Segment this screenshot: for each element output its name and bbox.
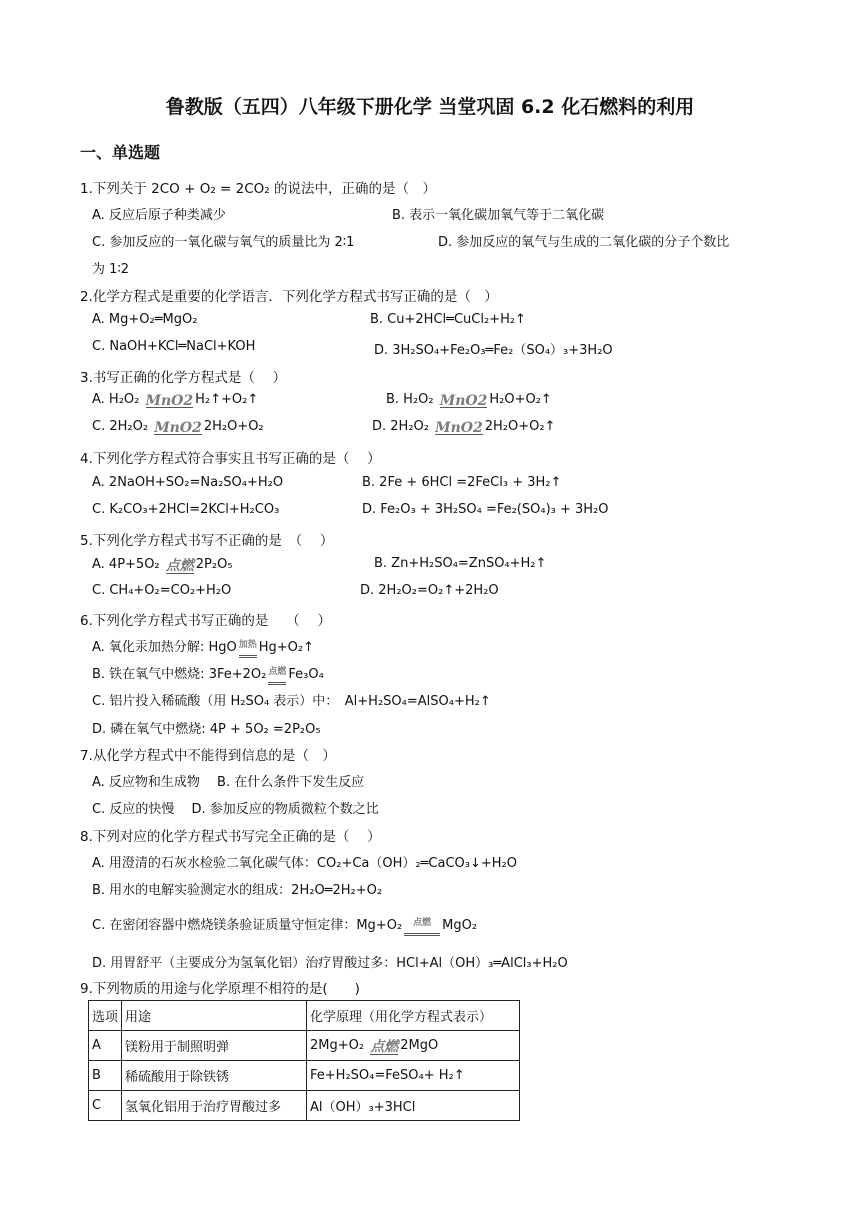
q5-option-b[interactable]: B. Zn+H₂SO₄=ZnSO₄+H₂↑ [374,556,547,571]
ignite-condition-label: 点燃 [165,558,194,574]
q8-c-product: MgO₂ [442,918,478,933]
q1-option-c[interactable]: C. 参加反应的一氧化碳与氧气的质量比为 2∶1 [92,235,355,250]
q3-c-product: 2H₂O+O₂ [203,419,264,434]
header-use: 用途 [122,1001,307,1031]
question-5-stem: 5.下列化学方程式书写不正确的是 （ ） [80,533,334,549]
q3-a-reactant: A. H₂O₂ [92,392,144,407]
q6-option-b[interactable] [92,663,324,684]
q8-option-d[interactable]: D. 用胃舒平（主要成分为氢氧化铝）治疗胃酸过多：HCl+Al（OH）₃═AlCl₃+H₂O [92,956,568,971]
row-use: 稀硫酸用于除铁锈 [122,1061,307,1091]
q8-c-reactant: C. 在密闭容器中燃烧镁条验证质量守恒定律：Mg+O₂ [92,918,403,933]
q3-d-product: 2H₂O+O₂↑ [484,419,556,434]
q7-options-c-d[interactable]: C. 反应的快慢 D. 参加反应的物质微粒个数之比 [92,802,379,817]
table-header-row [89,1001,520,1031]
q4-option-b[interactable]: B. 2Fe + 6HCl =2FeCl₃ + 3H₂↑ [362,475,562,490]
row-option: A [89,1031,122,1061]
q3-c-reactant: C. 2H₂O₂ [92,419,153,434]
row-principle: 2Mg+O₂ 点燃 2MgO [307,1031,520,1061]
q3-b-product: H₂O+O₂↑ [489,392,552,407]
mno2-catalyst-label: MnO2 [145,393,194,409]
q5-option-d[interactable]: D. 2H₂O₂=O₂↑+2H₂O [360,583,499,598]
q2-option-c[interactable]: C. NaOH+KCl═NaCl+KOH [92,339,256,354]
section-heading: 一、单选题 [80,143,161,162]
q2-option-a[interactable]: A. Mg+O₂═MgO₂ [92,312,198,327]
row-option: B [89,1061,122,1091]
q1-option-a[interactable]: A. 反应后原子种类减少 [92,208,226,223]
q8-option-c[interactable] [92,914,477,935]
q3-option-d[interactable] [372,419,555,436]
q6-option-a[interactable] [92,636,314,657]
ignite-condition-label: 点燃 [268,669,286,684]
q3-option-c[interactable] [92,419,264,436]
question-9-stem: 9.下列物质的用途与化学原理不相符的是( ) [80,981,360,997]
row-use: 镁粉用于制照明弹 [122,1031,307,1061]
question-8-stem: 8.下列对应的化学方程式书写完全正确的是（ ） [80,829,381,845]
q8-option-b[interactable]: B. 用水的电解实验测定水的组成：2H₂O═2H₂+O₂ [92,883,383,898]
q1-option-d[interactable]: D. 参加反应的氧气与生成的二氧化碳的分子个数比 [438,235,730,250]
q7-options-a-b[interactable]: A. 反应物和生成物 B. 在什么条件下发生反应 [92,775,365,790]
q3-option-b[interactable] [386,392,552,409]
question-2-stem: 2.化学方程式是重要的化学语言．下列化学方程式书写正确的是（ ） [80,289,498,305]
q4-option-c[interactable]: C. K₂CO₃+2HCl=2KCl+H₂CO₃ [92,502,280,517]
question-7-stem: 7.从化学方程式中不能得到信息的是（ ） [80,748,336,764]
q3-b-reactant: B. H₂O₂ [386,392,438,407]
q5-option-c[interactable]: C. CH₄+O₂=CO₂+H₂O [92,583,232,598]
question-6-stem: 6.下列化学方程式书写正确的是 （ ） [80,613,331,629]
row-option: C [89,1091,122,1121]
table-row [89,1061,520,1091]
table-row [89,1031,520,1061]
page-title: 鲁教版（五四）八年级下册化学 当堂巩固 6.2 化石燃料的利用 [165,96,695,118]
q6-option-d[interactable]: D. 磷在氧气中燃烧: 4P + 5O₂ =2P₂O₅ [92,722,321,737]
q4-option-d[interactable]: D. Fe₂O₃ + 3H₂SO₄ =Fe₂(SO₄)₃ + 3H₂O [362,502,609,517]
q6-a-reactant: A. 氧化汞加热分解: HgO [92,640,237,655]
q3-option-a[interactable] [92,392,258,409]
question-3-stem: 3.书写正确的化学方程式是（ ） [80,370,287,386]
q4-option-a[interactable]: A. 2NaOH+SO₂=Na₂SO₄+H₂O [92,475,284,490]
mno2-catalyst-label: MnO2 [439,393,488,409]
q2-option-b[interactable]: B. Cu+2HCl═CuCl₂+H₂↑ [370,312,526,327]
q3-d-reactant: D. 2H₂O₂ [372,419,434,434]
row-use: 氢氧化铝用于治疗胃酸过多 [122,1091,307,1121]
question-1-stem: 1.下列关于 2CO + O₂ = 2CO₂ 的说法中，正确的是（ ） [80,181,436,197]
q6-option-c[interactable]: C. 铝片投入稀硫酸（用 H₂SO₄ 表示）中： Al+H₂SO₄=AlSO₄+H₂↑ [92,694,491,709]
table-row [89,1091,520,1121]
q6-b-product: Fe₃O₄ [288,667,324,682]
header-principle: 化学原理（用化学方程式表示） [307,1001,520,1031]
q5-a-reactant: A. 4P+5O₂ [92,557,164,572]
ignite-condition-label: 点燃 [404,920,440,935]
q5-option-a[interactable] [92,555,233,575]
question-4-stem: 4.下列化学方程式符合事实且书写正确的是（ ） [80,451,381,467]
q2-option-d[interactable]: D. 3H₂SO₄+Fe₂O₃═Fe₂（SO₄）₃+3H₂O [374,343,613,358]
header-option: 选项 [89,1001,122,1031]
mno2-catalyst-label: MnO2 [435,420,483,436]
q9-table [88,1000,520,1121]
q5-a-product: 2P₂O₅ [195,557,233,572]
q1-option-d-continued: 为 1∶2 [92,262,130,277]
q8-option-a[interactable]: A. 用澄清的石灰水检验二氧化碳气体：CO₂+Ca（OH）₂═CaCO₃↓+H₂O [92,856,518,871]
mno2-catalyst-label: MnO2 [154,420,202,436]
q1-option-b[interactable]: B. 表示一氧化碳加氧气等于二氧化碳 [392,208,605,223]
heat-condition-label: 加热 [239,642,257,657]
q3-a-product: H₂↑+O₂↑ [195,392,259,407]
q6-a-product: Hg+O₂↑ [258,640,314,655]
q6-b-reactant: B. 铁在氧气中燃烧: 3Fe+2O₂ [92,667,267,682]
row-principle: Al（OH）₃+3HCl [307,1091,520,1121]
ignite-condition-label: 点燃 [370,1038,399,1055]
row-principle: Fe+H₂SO₄=FeSO₄+ H₂↑ [307,1061,520,1091]
